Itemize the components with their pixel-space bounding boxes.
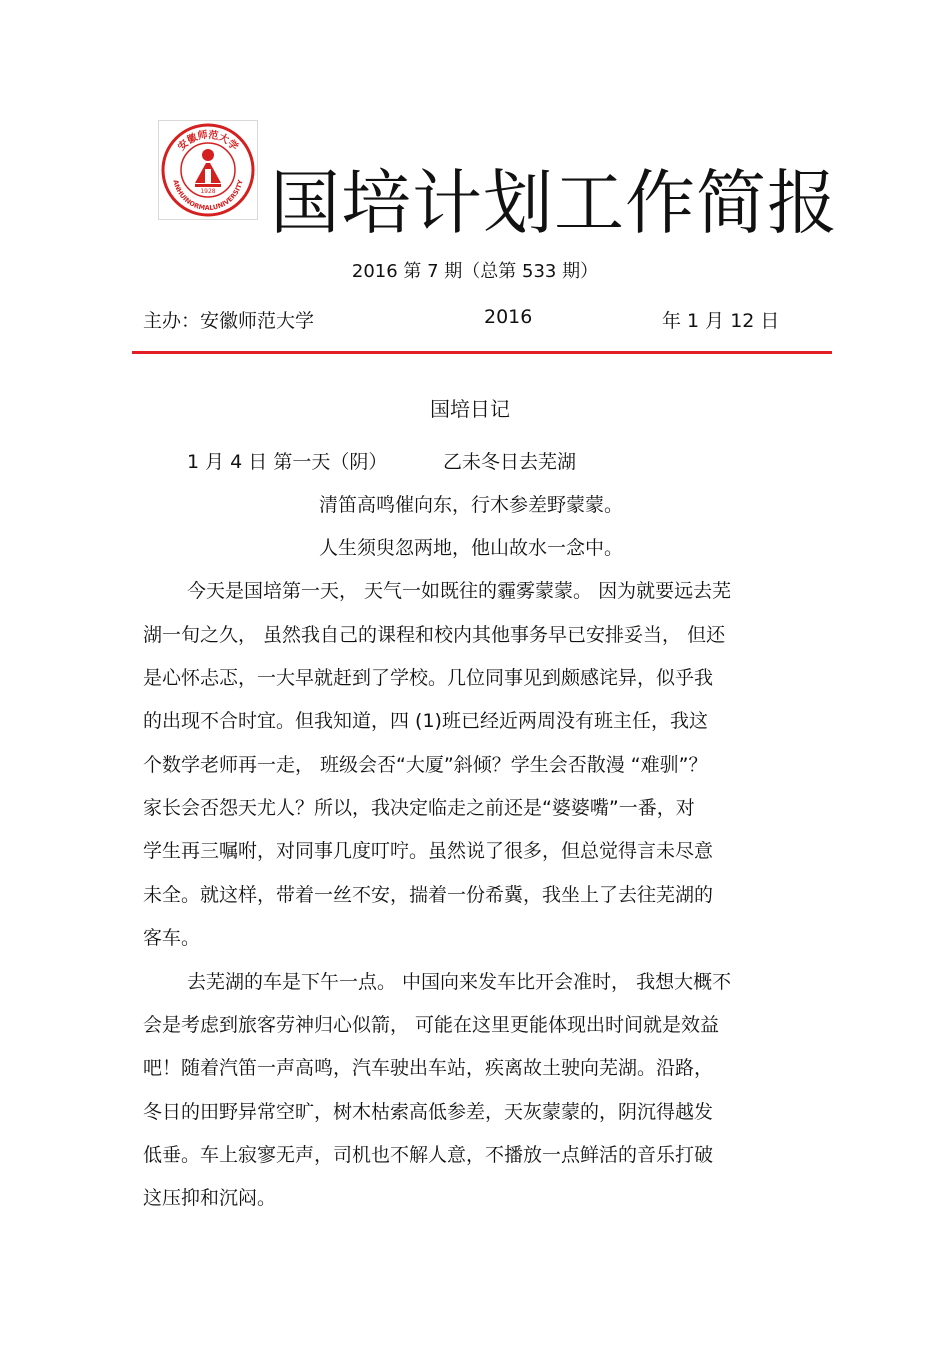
paragraph-line: 低垂。车上寂寥无声，司机也不解人意，不播放一点鲜活的音乐打破	[143, 1144, 714, 1166]
issue-number: 2016 第 7 期（总第 533 期）	[351, 261, 599, 282]
university-seal-icon	[159, 121, 257, 219]
paragraph-line: 个数学老师再一走， 班级会否“大厦”斜倾？学生会否散漫 “难驯”？	[143, 754, 708, 776]
seal-year: 1928	[200, 188, 216, 195]
publish-date: 年 1 月 12 日	[662, 310, 780, 332]
header-divider	[132, 351, 832, 354]
seal-arc-text: 安徽师范大学	[176, 129, 240, 153]
paragraph-line: 今天是国培第一天， 天气一如既往的霾雾蒙蒙。 因为就要远去芜	[187, 580, 732, 602]
poem-title: 乙未冬日去芜湖	[443, 451, 577, 473]
paragraph-line: 会是考虑到旅客劳神归心似箭， 可能在这里更能体现出时间就是效益	[143, 1014, 720, 1036]
paragraph-line: 学生再三嘱咐，对同事几度叮咛。虽然说了很多，但总觉得言未尽意	[143, 840, 714, 862]
seal-ring-text: ANHUINORMALUNIVERSITY	[171, 179, 245, 213]
paragraph-line: 客车。	[143, 927, 201, 949]
publish-year: 2016	[484, 306, 533, 328]
article-heading: 国培日记	[430, 397, 510, 421]
paragraph-line: 吧！随着汽笛一声高鸣，汽车驶出车站，疾离故土驶向芜湖。沿路，	[143, 1057, 714, 1079]
university-logo	[158, 120, 258, 220]
paragraph-line: 这压抑和沉闷。	[143, 1187, 277, 1209]
paragraph-line: 冬日的田野异常空旷，树木枯索高低参差，天灰蒙蒙的，阴沉得越发	[143, 1101, 714, 1123]
paragraph-line: 是心怀忐忑，一大早就赶到了学校。几位同事见到颇感诧异，似乎我	[143, 667, 714, 689]
bulletin-title: 国培计划工作简报	[270, 162, 838, 244]
poem-line: 人生须臾忽两地，他山故水一念中。	[319, 537, 624, 559]
paragraph-line: 湖一旬之久， 虽然我自己的课程和校内其他事务早已安排妥当， 但还	[143, 624, 726, 646]
poem-line: 清笛高鸣催向东，行木参差野蒙蒙。	[319, 494, 624, 516]
paragraph-line: 去芜湖的车是下午一点。 中国向来发车比开会准时， 我想大概不	[187, 971, 732, 993]
dateline: 1 月 4 日 第一天（阴）	[187, 451, 388, 473]
paragraph-line: 家长会否怨天尤人？所以，我决定临走之前还是“婆婆嘴”一番，对	[143, 797, 695, 819]
sponsor-line: 主办：安徽师范大学	[143, 310, 315, 332]
paragraph-line: 未全。就这样，带着一丝不安，揣着一份希冀，我坐上了去往芜湖的	[143, 884, 714, 906]
paragraph-line: 的出现不合时宜。但我知道，四 (1)班已经近两周没有班主任，我这	[143, 710, 708, 732]
